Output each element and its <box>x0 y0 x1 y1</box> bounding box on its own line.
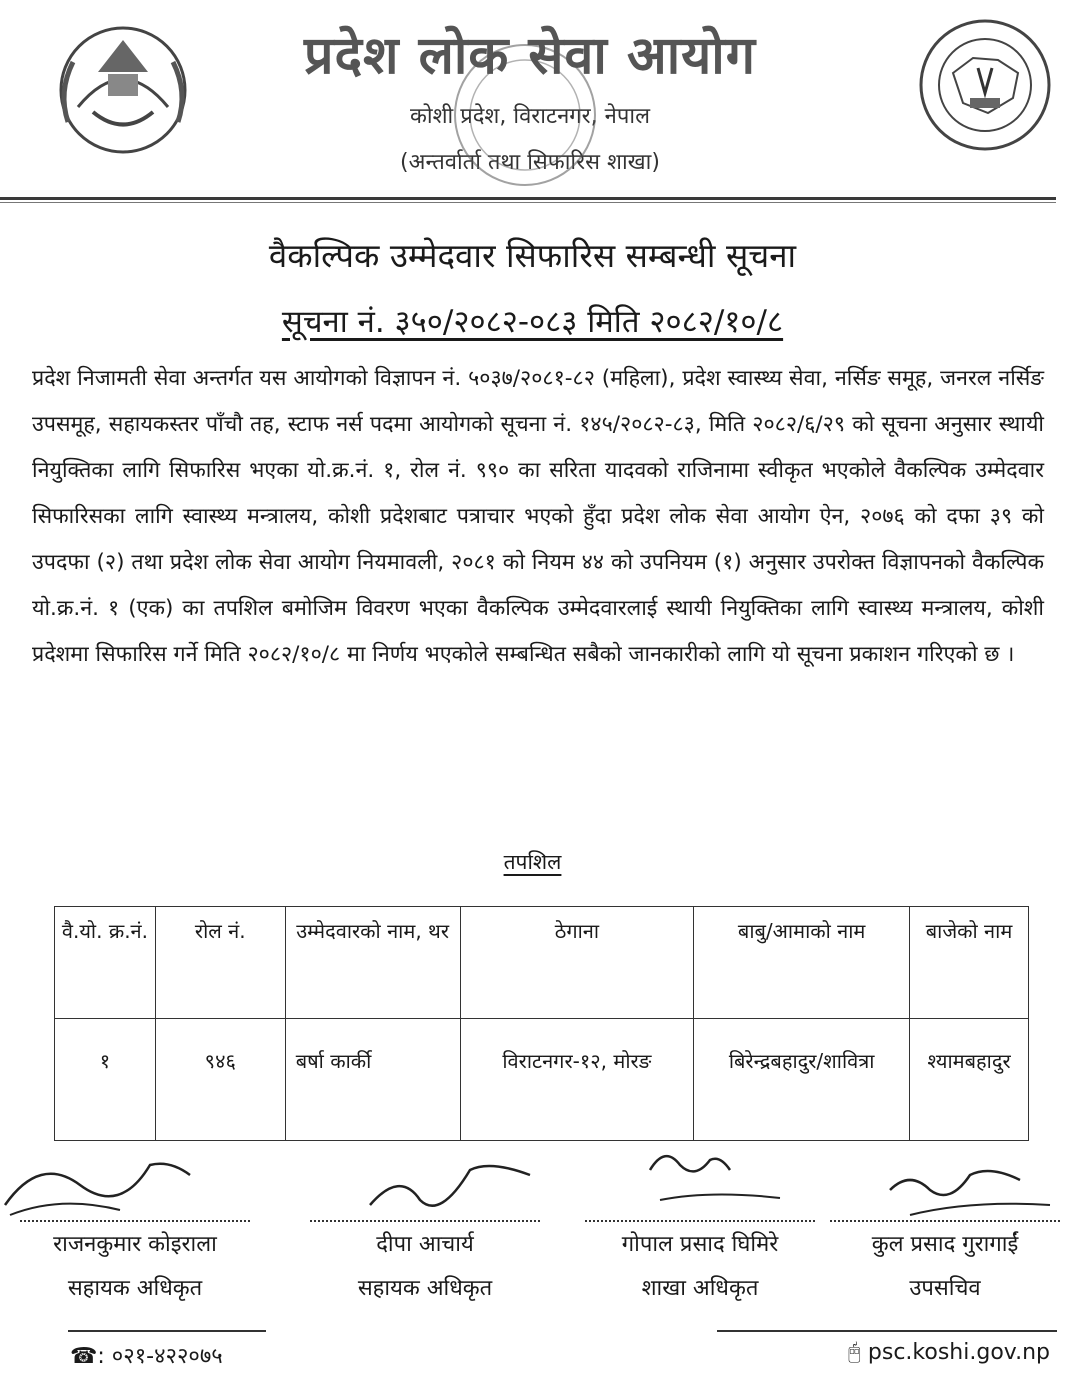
website-url[interactable]: psc.koshi.gov.np <box>867 1340 1050 1365</box>
signatory-3 <box>585 1220 815 1302</box>
commission-logo-icon <box>918 18 1053 153</box>
branch-name: (अन्तर्वार्ता तथा सिफारिस शाखा) <box>400 150 660 175</box>
signatory-1 <box>20 1220 250 1302</box>
notice-number-text: सूचना नं. ३५०/२०८२-०८३ मिति २०८२/१०/८ <box>281 304 784 340</box>
signature-2 <box>360 1150 540 1225</box>
signature-line <box>310 1220 540 1222</box>
signatory-title: सहायक अधिकृत <box>357 1276 493 1301</box>
table-cell: ९४६ <box>155 1019 285 1141</box>
column-header: वै.यो. क्र.नं. <box>55 907 156 1019</box>
footer-rule-right <box>717 1330 1057 1332</box>
signature-line <box>830 1220 1060 1222</box>
signatory-title: शाखा अधिकृत <box>641 1276 759 1301</box>
table-header-row <box>55 907 1029 1019</box>
signature-4 <box>870 1150 1060 1225</box>
schedule-table <box>54 906 1029 1141</box>
mouse-icon: 🖰 <box>847 1340 861 1365</box>
signature-line <box>20 1220 250 1222</box>
notice-number <box>0 300 1065 342</box>
column-header: बाजेको नाम <box>910 907 1029 1019</box>
signatory-title: सहायक अधिकृत <box>67 1276 203 1301</box>
table-cell: श्यामबहादुर <box>910 1019 1029 1141</box>
signatory-name: गोपाल प्रसाद घिमिरे <box>621 1232 779 1257</box>
table-cell: विराटनगर-१२, मोरङ <box>460 1019 694 1141</box>
signature-3 <box>620 1140 800 1220</box>
signatory-name: दीपा आचार्य <box>376 1232 474 1257</box>
signature-1 <box>0 1135 240 1225</box>
schedule-heading-text: तपशिल <box>503 850 562 874</box>
signatory-title: उपसचिव <box>909 1276 981 1301</box>
org-address: कोशी प्रदेश, विराटनगर, नेपाल <box>409 104 650 129</box>
table-cell: बर्षा कार्की <box>285 1019 460 1141</box>
table-cell: १ <box>55 1019 156 1141</box>
schedule-heading <box>0 848 1065 876</box>
org-name: प्रदेश लोक सेवा आयोग <box>303 26 757 86</box>
column-header: रोल नं. <box>155 907 285 1019</box>
header-divider <box>0 197 1056 200</box>
signatory-name: कुल प्रसाद गुरागाईं <box>871 1232 1019 1257</box>
nepal-emblem-icon <box>48 12 198 162</box>
signatory-4 <box>830 1220 1060 1302</box>
signature-line <box>585 1220 815 1222</box>
phone-number: ☎: ०२१-४२२०७५ <box>70 1344 223 1369</box>
column-header: बाबु/आमाको नाम <box>694 907 910 1019</box>
signatory-name: राजनकुमार कोइराला <box>53 1232 217 1257</box>
signatory-2 <box>310 1220 540 1302</box>
notice-body: प्रदेश निजामती सेवा अन्तर्गत यस आयोगको विज्ञापन नं. ५०३७/२०८१-८२ (महिला), प्रदेश स्वास्थ्य सेवा, नर्सिङ समूह, जनरल नर्सिङ उपसमूह, सहायकस्तर पाँचौ तह, स्टाफ नर्स पदमा आयोगको सूचना नं. १४५/२०८२-८३, मिति २०८२/६/२९ को सूचना अनुसार स्थायी नियुक्तिका लागि सिफारिस भएका यो.क्र.नं. १, रोल नं. ९९० का सरिता यादवको राजिनामा स्वीकृत भएकोले वैकल्पिक उम्मेदवार सिफारिसका लागि स्वास्थ्य मन्त्रालय, कोशी प्रदेशबाट पत्राचार भएको हुँदा प्रदेश लोक सेवा आयोग ऐन, २०७६ को दफा ३९ को उपदफा (२) तथा प्रदेश लोक सेवा आयोग नियमावली, २०८१ को नियम ४४ को उपनियम (१) अनुसार उपरोक्त विज्ञापनको वैकल्पिक यो.क्र.नं. १ (एक) का तपशिल बमोजिम विवरण भएका वैकल्पिक उम्मेदवारलाई स्थायी नियुक्तिका लागि स्वास्थ्य मन्त्रालय, कोशी प्रदेशमा सिफारिस गर्ने मिति २०८२/१०/८ मा निर्णय भएकोले सम्बन्धित सबैको जानकारीको लागि यो सूचना प्रकाशन गरिएको छ । <box>32 366 1044 667</box>
column-header: उम्मेदवारको नाम, थर <box>285 907 460 1019</box>
table-cell: बिरेन्द्रबहादुर/शावित्रा <box>694 1019 910 1141</box>
official-stamp-icon <box>440 30 610 200</box>
header-divider-thin <box>0 202 1056 203</box>
table-row <box>55 1019 1029 1141</box>
column-header: ठेगाना <box>460 907 694 1019</box>
website-line <box>770 1340 1050 1365</box>
notice-title: वैकल्पिक उम्मेदवार सिफारिस सम्बन्धी सूचना <box>268 236 797 275</box>
footer-rule-left <box>68 1330 266 1332</box>
